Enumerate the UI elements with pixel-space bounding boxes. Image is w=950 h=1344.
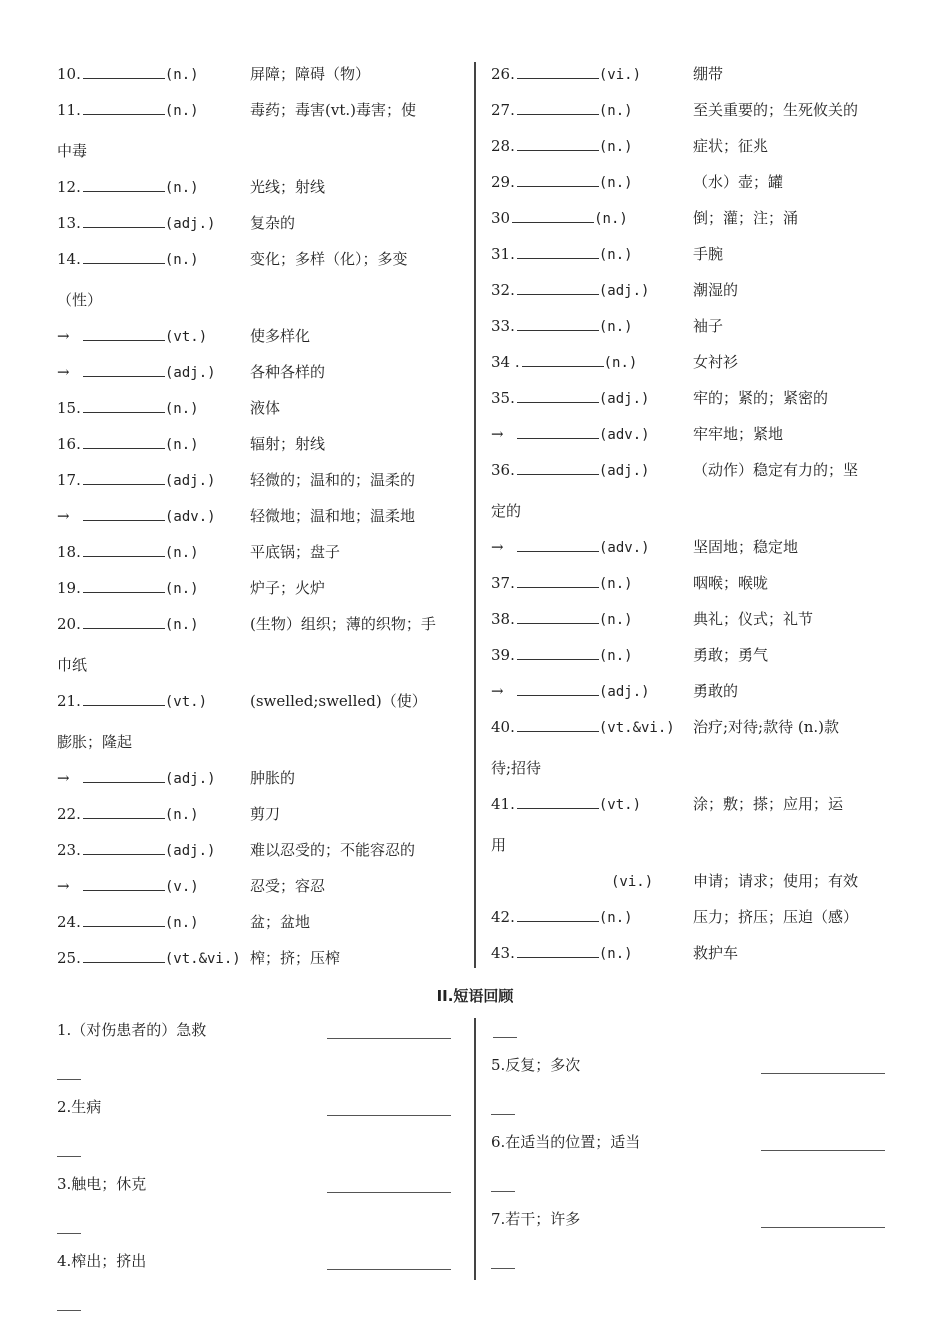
item-number: 15. [57,399,81,417]
answer-blank[interactable] [517,316,599,331]
vocab-item [491,244,901,264]
phrase-answer-blank[interactable] [761,1226,885,1228]
item-number: → [57,877,70,895]
meaning-text: 光线；射线 [250,178,326,196]
meaning-text: 申请；请求；使用；有效 [693,872,859,890]
meaning-text: 屏障；障碍（物） [250,65,371,83]
part-of-speech: (n.) [164,545,199,561]
item-number: 36. [491,461,515,479]
item-number: 41. [491,795,515,813]
vocab-item [57,100,467,120]
answer-blank[interactable] [517,537,599,552]
item-number: 31. [491,245,515,263]
meaning-text: 肿胀的 [250,769,296,787]
item-number: 29. [491,173,515,191]
part-of-speech: (n.) [603,355,638,371]
vocab-item [491,424,901,444]
vocab-item [491,316,901,336]
vocab-item [57,542,467,562]
vocab-item [491,280,901,300]
answer-blank[interactable] [522,352,604,367]
meaning-text: 倒；灌；注；涌 [693,209,799,227]
vocab-item [57,948,467,968]
vocab-item [57,362,467,382]
answer-blank[interactable] [83,948,165,963]
meaning-text: 勇敢；勇气 [693,646,769,664]
meaning-text: 轻微地；温和地；温柔地 [250,507,416,525]
meaning-text: 平底锅；盘子 [250,543,341,561]
phrase-answer-blank-continuation[interactable] [57,1078,81,1080]
answer-blank[interactable] [83,249,165,264]
phrase-item: 1.（对伤患者的）急救 [57,1021,207,1039]
meaning-text: 手腕 [693,245,724,263]
meaning-text: 辐射；射线 [250,435,326,453]
phrase-answer-blank-continuation[interactable] [57,1155,81,1157]
meaning-continuation: 膨胀；隆起 [57,733,133,751]
answer-blank[interactable] [83,578,165,593]
part-of-speech: (vt.) [164,694,208,710]
phrase-answer-blank[interactable] [327,1037,451,1039]
section-title: II.短语回顾 [436,987,514,1005]
answer-blank[interactable] [83,326,165,341]
answer-blank[interactable] [517,645,599,660]
vocab-item [491,460,901,480]
part-of-speech: (adv.) [165,509,216,525]
meaning-text: 忍受；容忍 [250,877,326,895]
part-of-speech: (n.) [164,807,199,823]
vocab-item [57,470,467,490]
item-number: 32. [491,281,515,299]
meaning-text: 各种各样的 [250,363,326,381]
meaning-continuation: 中毒 [57,142,88,160]
item-number: 22. [57,805,81,823]
vocab-item [57,434,467,454]
meaning-text: 绷带 [693,65,724,83]
part-of-speech: (vt.) [165,329,208,345]
phrase-item: 4.榨出；挤出 [57,1252,147,1270]
answer-blank[interactable] [83,100,165,115]
answer-blank[interactable] [83,177,165,192]
item-number: 11. [57,101,81,119]
item-number: 16. [57,435,81,453]
item-number: 10. [57,65,81,83]
vocab-item [491,681,901,701]
answer-blank[interactable] [517,573,599,588]
vocab-item [57,249,467,269]
item-number: → [491,425,504,443]
vocab-item [491,717,901,737]
answer-blank[interactable] [83,398,165,413]
answer-blank[interactable] [83,614,165,629]
item-number: 26. [491,65,515,83]
phrase-answer-blank[interactable] [327,1114,451,1116]
meaning-continuation: （性） [57,291,103,309]
meaning-text: 压力；挤压；压迫（感） [693,908,859,926]
vocab-item [491,907,901,927]
phrase-item: 2.生病 [57,1098,102,1116]
meaning-text: （动作）稳定有力的；坚 [693,461,859,479]
item-number: 25. [57,949,81,967]
meaning-text: 袖子 [693,317,724,335]
vocab-item [491,172,901,192]
vocab-item [57,506,467,526]
meaning-text: (swelled;swelled)（使） [250,692,427,710]
answer-blank[interactable] [83,912,165,927]
item-number: → [57,363,70,381]
item-number: → [491,538,504,556]
vocab-item [491,943,901,963]
answer-blank[interactable] [83,64,165,79]
part-of-speech: (n.) [598,576,633,592]
meaning-text: 涂；敷；搽；应用；运 [693,795,844,813]
vocab-item [57,64,467,84]
meaning-continuation: 巾纸 [57,656,88,674]
meaning-text: 液体 [250,399,281,417]
vocab-item [57,213,467,233]
vocab-item [57,326,467,346]
vocab-item [57,768,467,788]
item-number: 14. [57,250,81,268]
meaning-text: 典礼；仪式；礼节 [693,610,814,628]
vocab-item [57,804,467,824]
item-number: 37. [491,574,515,592]
answer-blank[interactable] [517,172,599,187]
meaning-text: 女衬衫 [693,353,739,371]
vocab-item [491,136,901,156]
meaning-text: 至关重要的；生死攸关的 [693,101,859,119]
part-of-speech: (n.) [164,103,199,119]
answer-blank[interactable] [517,388,599,403]
phrase-answer-blank[interactable] [327,1191,451,1193]
part-of-speech: (n.) [594,211,628,227]
item-number: → [491,682,504,700]
part-of-speech: (n.) [164,67,199,83]
phrase-item: 6.在适当的位置；适当 [491,1133,641,1151]
meaning-text: 勇敢的 [693,682,739,700]
part-of-speech: (adj.) [598,463,650,479]
item-number: 12. [57,178,81,196]
meaning-text: 剪刀 [250,805,281,823]
part-of-speech: (vi.) [611,874,654,890]
meaning-continuation: 用 [491,836,507,854]
answer-blank[interactable] [517,460,599,475]
item-number: 13. [57,214,81,232]
meaning-text: 牢牢地；紧地 [693,425,784,443]
phrase-answer-blank[interactable] [761,1072,885,1074]
vocab-item [57,578,467,598]
part-of-speech: (adj.) [599,684,650,700]
meaning-text: 炉子；火炉 [250,579,326,597]
answer-blank[interactable] [517,681,599,696]
answer-blank[interactable] [83,470,165,485]
answer-blank[interactable] [83,768,165,783]
answer-blank[interactable] [83,691,165,706]
meaning-text: 毒药；毒害(vt.)毒害；使 [250,101,416,119]
item-number: 24. [57,913,81,931]
vocab-item [491,871,901,891]
answer-blank[interactable] [493,872,611,886]
vocab-item [57,912,467,932]
phrase-answer-blank-continuation[interactable] [491,1267,515,1269]
meaning-text: 牢的；紧的；紧密的 [693,389,829,407]
vocab-item [491,645,901,665]
part-of-speech: (vi.) [598,67,642,83]
column-divider [474,62,476,968]
item-number: 30 [491,209,511,227]
part-of-speech: (adj.) [164,216,216,232]
part-of-speech: (n.) [164,401,199,417]
item-number: 19. [57,579,81,597]
meaning-text: 咽喉；喉咙 [693,574,769,592]
item-number: 17. [57,471,81,489]
answer-blank[interactable] [517,794,599,809]
part-of-speech: (adv.) [599,427,650,443]
vocab-item [57,614,467,634]
answer-blank[interactable] [517,943,599,958]
part-of-speech: (adj.) [165,771,216,787]
meaning-text: 坚固地；稳定地 [693,538,799,556]
vocab-item [57,398,467,418]
meaning-text: （水）壶；罐 [693,173,784,191]
vocab-item [57,876,467,896]
answer-blank[interactable] [83,876,165,891]
meaning-text: 轻微的；温和的；温柔的 [250,471,416,489]
answer-blank[interactable] [83,542,165,557]
part-of-speech: (n.) [598,612,633,628]
part-of-speech: (adj.) [598,283,650,299]
item-number: 40. [491,718,515,736]
meaning-continuation: 待;招待 [491,759,542,777]
item-number: → [57,327,70,345]
meaning-text: 治疗;对待;款待 (n.)款 [693,718,840,736]
phrase-item: 5.反复；多次 [491,1056,581,1074]
part-of-speech: (n.) [164,252,199,268]
part-of-speech: (vt.&vi.) [164,951,241,967]
part-of-speech: (adj.) [164,843,216,859]
meaning-text: 盆；盆地 [250,913,311,931]
part-of-speech: (n.) [598,139,633,155]
vocab-item [57,691,467,711]
part-of-speech: (n.) [164,581,199,597]
phrase-answer-blank-continuation[interactable] [491,1190,515,1192]
meaning-text: 潮湿的 [693,281,739,299]
vocab-item [57,840,467,860]
meaning-continuation: 定的 [491,502,522,520]
item-number: 28. [491,137,515,155]
answer-blank[interactable] [517,907,599,922]
vocab-item [491,208,901,228]
meaning-text: 救护车 [693,944,739,962]
answer-blank[interactable] [512,208,594,223]
item-number: 38. [491,610,515,628]
vocab-item [491,64,901,84]
answer-blank[interactable] [517,280,599,295]
meaning-text: 症状；征兆 [693,137,769,155]
part-of-speech: (n.) [164,180,199,196]
item-number: 34 . [491,353,520,371]
answer-blank[interactable] [517,717,599,732]
answer-blank[interactable] [517,64,599,79]
answer-blank[interactable] [83,840,165,855]
item-number: 35. [491,389,515,407]
phrase-answer-blank-continuation[interactable] [491,1113,515,1115]
meaning-text: 榨；挤；压榨 [250,949,341,967]
item-number: 21. [57,692,81,710]
vocab-item [491,388,901,408]
part-of-speech: (n.) [164,437,199,453]
item-number: 27. [491,101,515,119]
phrase-answer-blank-continuation[interactable] [493,1036,517,1038]
item-number: 39. [491,646,515,664]
answer-blank[interactable] [83,213,165,228]
part-of-speech: (n.) [598,247,633,263]
part-of-speech: (n.) [598,103,633,119]
part-of-speech: (vt.&vi.) [598,720,675,736]
item-number: 23. [57,841,81,859]
vocab-item [491,573,901,593]
part-of-speech: (n.) [164,617,199,633]
part-of-speech: (n.) [598,946,633,962]
answer-blank[interactable] [517,136,599,151]
phrase-item: 3.触电；休克 [57,1175,147,1193]
column-divider [474,1018,476,1280]
answer-blank[interactable] [83,434,165,449]
answer-blank[interactable] [83,506,165,521]
part-of-speech: (adj.) [164,473,216,489]
item-number: 18. [57,543,81,561]
answer-blank[interactable] [517,244,599,259]
phrase-answer-blank[interactable] [761,1149,885,1151]
answer-blank[interactable] [517,609,599,624]
answer-blank[interactable] [83,362,165,377]
answer-blank[interactable] [83,804,165,819]
vocab-item [491,537,901,557]
meaning-text: 难以忍受的；不能容忍的 [250,841,416,859]
part-of-speech: (n.) [598,175,633,191]
part-of-speech: (n.) [164,915,199,931]
vocab-item [491,100,901,120]
item-number: 43. [491,944,515,962]
part-of-speech: (adj.) [598,391,650,407]
item-number: → [57,769,70,787]
vocab-item [491,794,901,814]
part-of-speech: (n.) [598,910,633,926]
meaning-text: (生物）组织；薄的织物；手 [250,615,436,633]
phrase-answer-blank-continuation[interactable] [57,1232,81,1234]
part-of-speech: (vt.) [598,797,642,813]
part-of-speech: (n.) [598,648,633,664]
phrase-answer-blank-continuation[interactable] [57,1309,81,1311]
meaning-text: 使多样化 [250,327,311,345]
phrase-answer-blank[interactable] [327,1268,451,1270]
part-of-speech: (adv.) [599,540,650,556]
item-number: 20. [57,615,81,633]
answer-blank[interactable] [517,100,599,115]
part-of-speech: (v.) [165,879,199,895]
part-of-speech: (n.) [598,319,633,335]
item-number: 42. [491,908,515,926]
answer-blank[interactable] [517,424,599,439]
item-number: 33. [491,317,515,335]
vocab-item [57,177,467,197]
vocab-item [491,609,901,629]
vocab-item [491,352,901,372]
phrase-item: 7.若干；许多 [491,1210,581,1228]
meaning-text: 变化；多样（化）；多变 [250,250,408,268]
meaning-text: 复杂的 [250,214,296,232]
item-number: → [57,507,70,525]
part-of-speech: (adj.) [165,365,216,381]
